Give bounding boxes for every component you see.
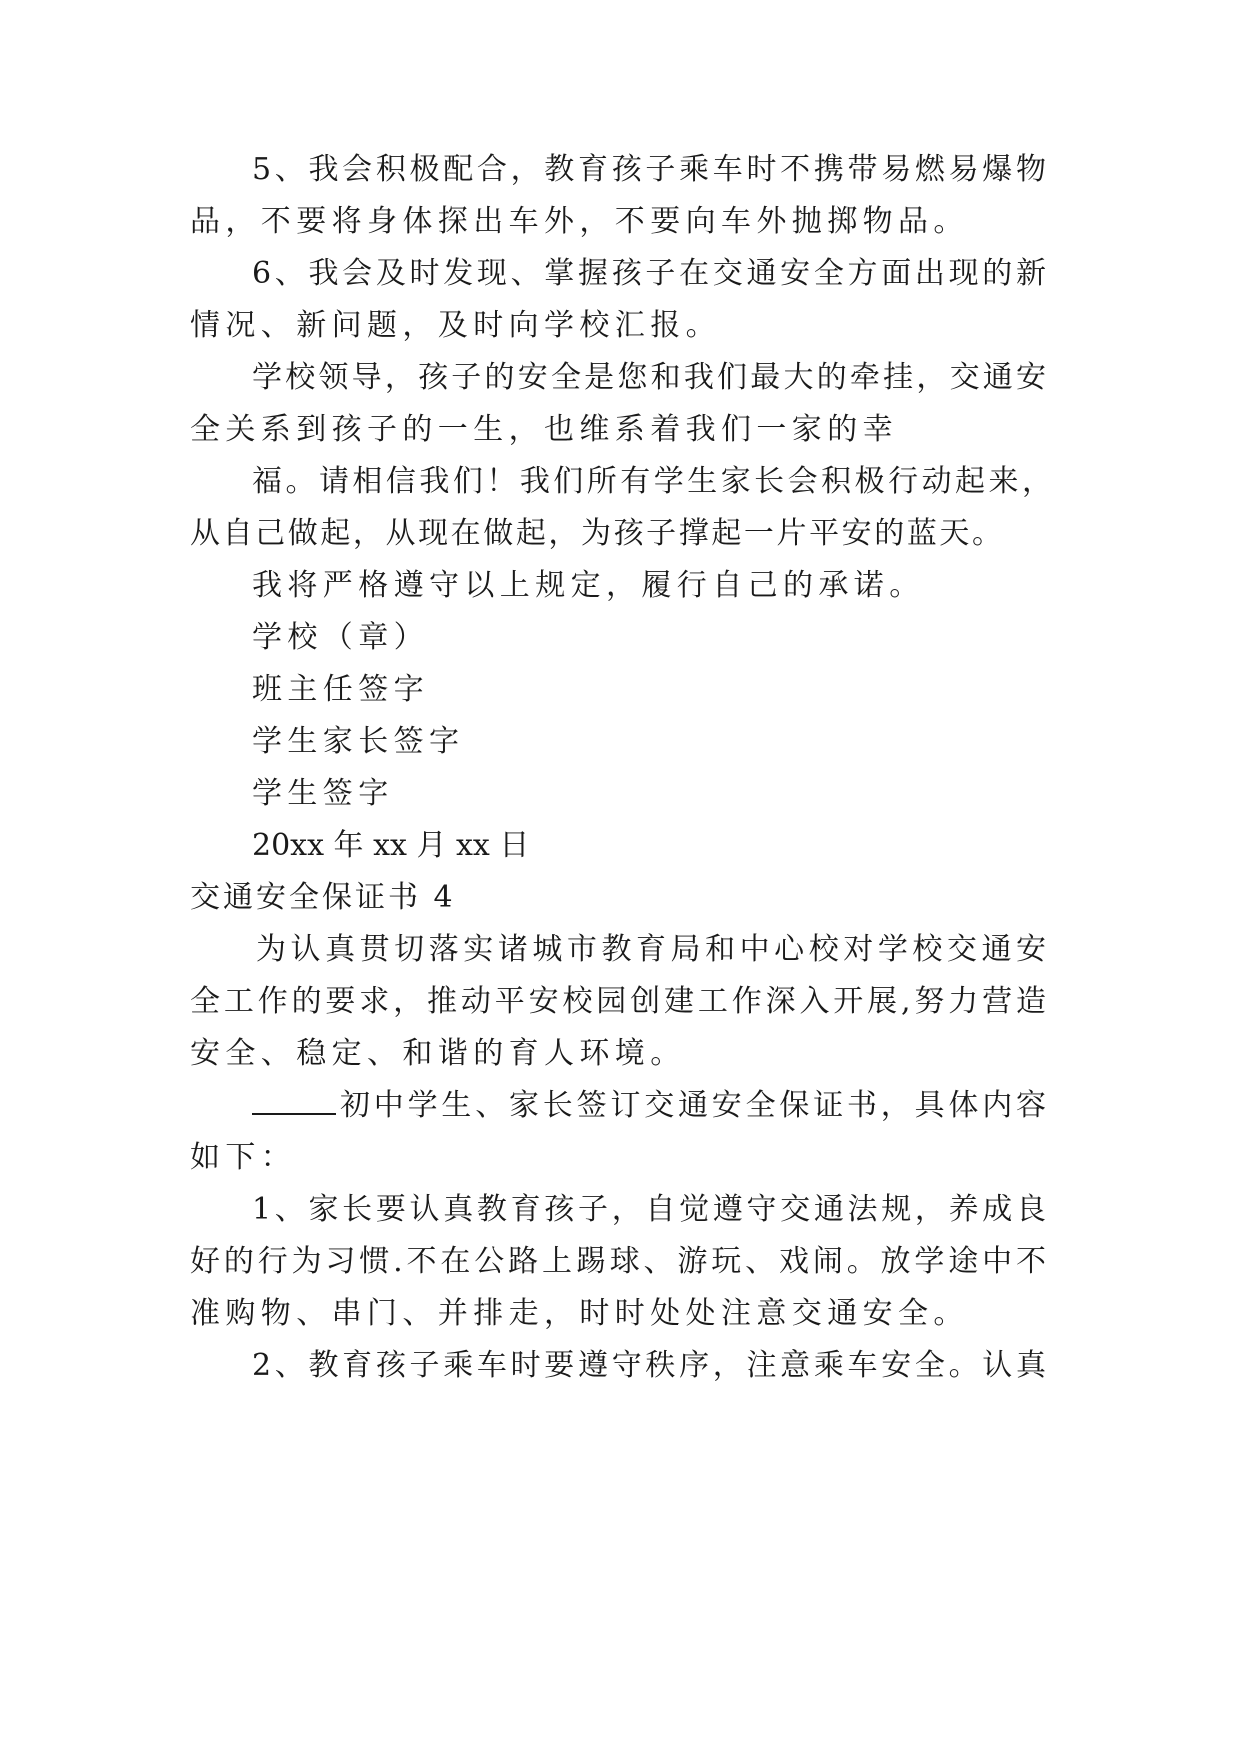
sign-line-text-2: 如下： <box>190 1140 297 1175</box>
intro-line-3: 安全、稳定、和谐的育人环境。 <box>190 1036 686 1071</box>
sign-line-text: 初中学生、家长签订交通安全保证书，具体内容 <box>340 1088 1046 1123</box>
paragraph-7-line-2: 全关系到孩子的一生，也维系着我们一家的幸 <box>190 412 898 447</box>
sign-line-row <box>252 1086 1046 1126</box>
paragraph-6-line-1: 6、我会及时发现、掌握孩子在交通安全方面出现的新 <box>252 256 1046 291</box>
paragraph-6-line-2: 情况、新问题，及时向学校汇报。 <box>190 308 721 343</box>
paragraph-9: 我将严格遵守以上规定，履行自己的承诺。 <box>252 568 925 603</box>
signature-student: 学生签字 <box>252 776 394 811</box>
item-1-line-2: 好的行为习惯.不在公路上踢球、游玩、戏闹。放学途中不 <box>190 1244 1046 1279</box>
signature-parent: 学生家长签字 <box>252 724 465 759</box>
item-2-line-1: 2、教育孩子乘车时要遵守秩序，注意乘车安全。认真 <box>252 1348 1046 1383</box>
paragraph-5-line-2: 品，不要将身体探出车外，不要向车外抛掷物品。 <box>190 204 969 239</box>
signature-school: 学校（章） <box>252 620 429 655</box>
item-1-line-1: 1、家长要认真教育孩子，自觉遵守交通法规，养成良 <box>252 1192 1046 1227</box>
paragraph-8-line-2: 从自己做起，从现在做起，为孩子撑起一片平安的蓝天。 <box>190 516 1002 551</box>
intro-line-1: 为认真贯切落实诸城市教育局和中心校对学校交通安 <box>256 932 1046 967</box>
paragraph-5-line-1: 5、我会积极配合，教育孩子乘车时不携带易燃易爆物 <box>252 152 1046 187</box>
intro-line-2: 全工作的要求，推动平安校园创建工作深入开展,努力营造 <box>190 984 1046 1019</box>
blank-underline <box>252 1091 336 1115</box>
signature-teacher: 班主任签字 <box>252 672 429 707</box>
date-line: 20xx 年 xx 月 xx 日 <box>252 828 530 863</box>
paragraph-7-line-1: 学校领导，孩子的安全是您和我们最大的牵挂，交通安 <box>252 360 1046 395</box>
item-1-line-3: 准购物、串门、并排走，时时处处注意交通安全。 <box>190 1296 969 1331</box>
section-title: 交通安全保证书 4 <box>190 880 456 915</box>
paragraph-8-line-1: 福。请相信我们！我们所有学生家长会积极行动起来， <box>252 464 1052 499</box>
